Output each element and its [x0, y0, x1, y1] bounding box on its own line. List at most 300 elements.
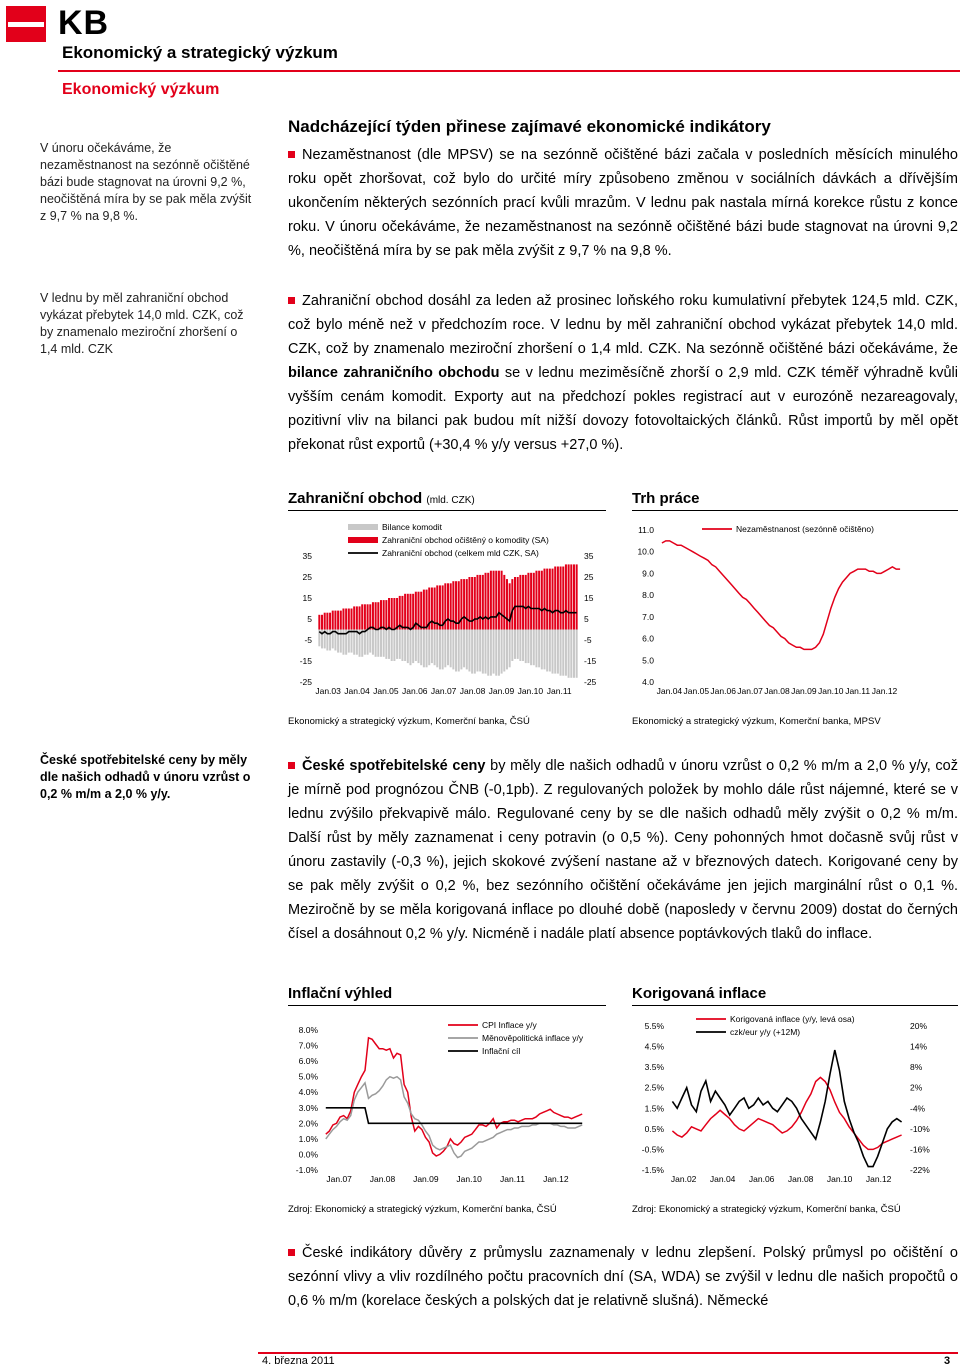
y-tick-label: 7.0 [642, 611, 654, 622]
bar-trade-ex-commodities [324, 613, 326, 630]
bar-trade-ex-commodities [576, 564, 578, 629]
y-tick-label: 4.0% [298, 1087, 318, 1098]
bar-commodities [463, 630, 465, 668]
bar-trade-ex-commodities [351, 609, 353, 630]
bar-commodities [455, 630, 457, 672]
chart-labour [632, 514, 958, 704]
y-tick-label: 3.5% [644, 1062, 664, 1073]
chart-trade [288, 514, 606, 704]
bar-commodities [361, 630, 363, 657]
bar-commodities [356, 630, 358, 655]
bar-trade-ex-commodities [396, 598, 398, 630]
legend-label: Zahraniční obchod očištěný o komodity (SA) [382, 535, 549, 545]
bar-trade-ex-commodities [356, 606, 358, 629]
x-tick-label: Jan.09 [488, 686, 515, 696]
bar-commodities [444, 630, 446, 668]
kb-logo-bar [8, 22, 44, 27]
bar-trade-ex-commodities [375, 602, 377, 629]
bar-trade-ex-commodities [501, 571, 503, 630]
y-tick-label: 5.0% [298, 1071, 318, 1082]
y-tick-label: 25 [302, 572, 312, 582]
bar-commodities [487, 630, 489, 676]
bar-trade-ex-commodities [538, 571, 540, 630]
bar-commodities [527, 630, 529, 664]
bar-trade-ex-commodities [463, 579, 465, 629]
sidebar-note-trade: V lednu by měl zahraniční obchod vykázat přebytek 14,0 mld. CZK, což by znamenalo meziroční zhoršení o 1,4 mld. CZK [40, 291, 244, 356]
bullet-icon [288, 297, 295, 304]
y-tick-label: -1.5% [641, 1165, 664, 1175]
bar-commodities [442, 630, 444, 670]
bar-trade-ex-commodities [503, 575, 505, 630]
legend-label: CPI Inflace y/y [482, 1020, 537, 1030]
bar-commodities [369, 630, 371, 653]
x-tick-label: Jan.03 [315, 686, 341, 696]
x-tick-label: Jan.08 [787, 1174, 814, 1184]
bar-commodities [560, 630, 562, 676]
bar-trade-ex-commodities [385, 600, 387, 629]
y-tick-label: 11.0 [638, 525, 654, 535]
chart-trade-rule [288, 510, 606, 511]
chart-inflation-title: Inflační výhled [288, 985, 393, 1002]
bar-commodities [377, 630, 379, 657]
footer-date: 4. března 2011 [262, 1355, 335, 1367]
bar-commodities [393, 630, 395, 662]
x-tick-label: Jan.06 [710, 686, 736, 696]
bar-trade-ex-commodities [345, 609, 347, 630]
y-tick-label: -15 [299, 656, 312, 666]
bar-commodities [549, 630, 551, 672]
x-tick-label: Jan.09 [791, 686, 817, 696]
bar-trade-ex-commodities [321, 615, 323, 630]
bar-trade-ex-commodities [557, 567, 559, 630]
series-line [326, 1038, 582, 1156]
lead-unemployment: Nezaměstnanost [302, 147, 411, 163]
bar-trade-ex-commodities [348, 609, 350, 630]
y-tick-label: 5.5% [644, 1021, 664, 1031]
bar-commodities [415, 630, 417, 662]
paragraph-trade [288, 289, 958, 457]
bar-commodities [372, 630, 374, 655]
legend-label: Měnověpolitická inflace y/y [482, 1033, 584, 1043]
bar-commodities [426, 630, 428, 668]
bar-trade-ex-commodities [423, 590, 425, 630]
bar-commodities [530, 630, 532, 666]
bar-trade-ex-commodities [420, 592, 422, 630]
bar-trade-ex-commodities [533, 573, 535, 630]
bar-commodities [380, 630, 382, 657]
bar-commodities [557, 630, 559, 674]
bar-trade-ex-commodities [511, 579, 513, 629]
bar-trade-ex-commodities [482, 575, 484, 630]
bar-commodities [409, 630, 411, 666]
bar-trade-ex-commodities [485, 573, 487, 630]
x-tick-label: Jan.05 [373, 686, 399, 696]
y-tick-label: 0.0% [298, 1149, 318, 1160]
bar-trade-ex-commodities [476, 575, 478, 630]
y2-tick-label: 15 [584, 593, 594, 603]
chart-core-source: Zdroj: Ekonomický a strategický výzkum, Komerční banka, ČSÚ [632, 1204, 901, 1215]
bar-commodities [364, 630, 366, 655]
legend-swatch [348, 524, 378, 530]
bar-trade-ex-commodities [364, 604, 366, 629]
x-tick-label: Jan.10 [517, 686, 544, 696]
bar-commodities [573, 630, 575, 678]
bar-trade-ex-commodities [498, 571, 500, 630]
paragraph-industry [288, 1241, 958, 1313]
bar-commodities [482, 630, 484, 674]
x-tick-label: Jan.04 [344, 686, 370, 696]
bar-trade-ex-commodities [409, 594, 411, 630]
legend-label: Nezaměstnanost (sezónně očištěno) [736, 524, 874, 534]
series-line [326, 1077, 582, 1158]
bullet-icon [288, 151, 295, 158]
chart-inflation-rule [288, 1005, 606, 1006]
bar-commodities [535, 630, 537, 668]
y-tick-label: 4.0 [642, 677, 654, 687]
y2-tick-label: -16% [910, 1144, 930, 1155]
y-tick-label: -25 [299, 677, 312, 687]
bar-commodities [385, 630, 387, 659]
bar-trade-ex-commodities [565, 564, 567, 629]
bar-trade-ex-commodities [509, 583, 511, 629]
bar-commodities [525, 630, 527, 664]
bar-trade-ex-commodities [573, 564, 575, 629]
chart-core-rule [632, 1005, 958, 1006]
bar-commodities [388, 630, 390, 659]
bar-commodities [474, 630, 476, 674]
text-trade-b: se v lednu meziměsíčně zhorší o 2,9 mld. CZK téměř výhradně kvůli vyšším cenám komodit. Exporty aut na předchozí pokles registrací aut v eurozóně nezareagovaly, pozitivní vliv na bilanci pak budou mít nižší dovozy fotovoltaických článků. Růst importů by měl opět překonat růst exportů (+30,4 % y/y versus +27,0 %). [288, 365, 958, 453]
bar-trade-ex-commodities [495, 571, 497, 630]
sidebar-note-prices: České spotřebitelské ceny by měly dle našich odhadů v únoru vzrůst o 0,2 % m/m a 2,0 % y/y. [40, 753, 251, 801]
bar-commodities [493, 630, 495, 674]
chart-labour-title: Trh práce [632, 490, 700, 507]
y-tick-label: 8.0 [642, 590, 654, 601]
lead-prices: České spotřebitelské ceny [302, 758, 486, 774]
y2-tick-label: 2% [910, 1082, 923, 1093]
bar-trade-ex-commodities [383, 600, 385, 629]
bar-trade-ex-commodities [332, 611, 334, 630]
bar-trade-ex-commodities [326, 613, 328, 630]
bar-commodities [420, 630, 422, 666]
paragraph-prices [288, 754, 958, 946]
chart-trade-source: Ekonomický a strategický výzkum, Komerční banka, ČSÚ [288, 716, 530, 727]
kb-logo-text: KB [58, 4, 110, 42]
series-line [326, 1108, 582, 1124]
legend-label: Zahraniční obchod (celkem mld CZK, SA) [382, 548, 539, 558]
x-tick-label: Jan.05 [683, 686, 710, 696]
y-tick-label: 1.0% [298, 1133, 318, 1144]
bar-commodities [509, 630, 511, 668]
bar-commodities [431, 630, 433, 664]
bar-commodities [543, 630, 545, 670]
y2-tick-label: -22% [910, 1165, 930, 1175]
text-trade-a: Zahraniční obchod dosáhl za leden až prosinec loňského roku kumulativní přebytek 124,5 mld. CZK, což bylo méně než v předchozím roce. V lednu by měl zahraniční obchod vykázat přebytek 14,0 mld. CZK, což by znamenalo meziroční zhoršení o 1,4 mld. CZK. Na sezónně očištěné bázi očekáváme, že [288, 293, 958, 357]
y-tick-label: -0.5% [641, 1144, 664, 1155]
bar-commodities [538, 630, 540, 668]
bar-commodities [434, 630, 436, 666]
y2-tick-label: -15 [584, 656, 597, 666]
x-tick-label: Jan.06 [402, 686, 428, 696]
bar-commodities [506, 630, 508, 670]
x-tick-label: Jan.10 [456, 1174, 482, 1184]
bar-trade-ex-commodities [412, 594, 414, 630]
bar-trade-ex-commodities [361, 604, 363, 629]
bar-commodities [522, 630, 524, 662]
bar-trade-ex-commodities [340, 611, 342, 630]
bar-trade-ex-commodities [541, 571, 543, 630]
y2-tick-label: -5 [584, 635, 592, 645]
bar-trade-ex-commodities [549, 569, 551, 630]
bar-commodities [450, 630, 452, 668]
bar-commodities [514, 630, 516, 659]
bar-trade-ex-commodities [493, 571, 495, 630]
legend-swatch [348, 537, 378, 543]
bar-commodities [466, 630, 468, 670]
bar-commodities [495, 630, 497, 676]
bar-trade-ex-commodities [530, 573, 532, 630]
x-tick-label: Jan.11 [845, 686, 871, 696]
bar-trade-ex-commodities [334, 611, 336, 630]
y-tick-label: 10.0 [637, 546, 654, 557]
bar-commodities [460, 630, 462, 670]
bar-commodities [412, 630, 414, 664]
bar-commodities [490, 630, 492, 676]
bar-trade-ex-commodities [318, 615, 320, 630]
bar-commodities [570, 630, 572, 678]
bar-commodities [383, 630, 385, 657]
bar-trade-ex-commodities [517, 577, 519, 630]
y-tick-label: 6.0 [642, 633, 654, 644]
chart-trade-unit: (mld. CZK) [426, 495, 475, 506]
y2-tick-label: -4% [910, 1103, 926, 1114]
bar-commodities [458, 630, 460, 672]
bar-commodities [375, 630, 377, 657]
y-tick-label: 9.0 [642, 568, 654, 579]
bar-commodities [391, 630, 393, 662]
bar-commodities [517, 630, 519, 659]
bar-commodities [404, 630, 406, 662]
y-tick-label: 4.5% [644, 1041, 664, 1052]
y-tick-label: 3.0% [298, 1102, 318, 1113]
paragraph-unemployment [288, 143, 958, 263]
footer-divider [258, 1352, 958, 1354]
department-title: Ekonomický a strategický výzkum [62, 43, 338, 62]
bar-trade-ex-commodities [401, 596, 403, 630]
bar-trade-ex-commodities [426, 590, 428, 630]
bar-trade-ex-commodities [514, 577, 516, 630]
x-tick-label: Jan.12 [871, 686, 898, 696]
bar-trade-ex-commodities [535, 571, 537, 630]
x-tick-label: Jan.07 [737, 686, 763, 696]
bar-commodities [447, 630, 449, 666]
bar-commodities [501, 630, 503, 674]
legend-label: Inflační cíl [482, 1046, 521, 1056]
y-tick-label: 5 [307, 614, 312, 624]
x-tick-label: Jan.09 [413, 1174, 439, 1184]
bar-commodities [541, 630, 543, 670]
header-divider [58, 70, 960, 72]
y-tick-label: 5.0 [642, 655, 654, 666]
bar-commodities [396, 630, 398, 659]
y-tick-label: 6.0% [298, 1056, 318, 1067]
x-tick-label: Jan.12 [865, 1174, 892, 1184]
bar-commodities [407, 630, 409, 664]
bar-trade-ex-commodities [487, 573, 489, 630]
bar-commodities [471, 630, 473, 674]
y2-tick-label: 5 [584, 614, 589, 624]
y-tick-label: 15 [302, 593, 312, 603]
chart-labour-source: Ekonomický a strategický výzkum, Komerční banka, MPSV [632, 716, 881, 727]
bar-trade-ex-commodities [552, 569, 554, 630]
x-tick-label: Jan.04 [656, 686, 683, 696]
bar-trade-ex-commodities [460, 579, 462, 629]
y-tick-label: 8.0% [298, 1025, 318, 1035]
bullet-icon [288, 762, 295, 769]
chart-inflation [288, 1008, 606, 1198]
bar-commodities [546, 630, 548, 672]
bar-trade-ex-commodities [466, 579, 468, 629]
x-tick-label: Jan.04 [709, 1174, 736, 1184]
bar-trade-ex-commodities [527, 573, 529, 630]
legend-label: Korigovaná inflace (y/y, levá osa) [730, 1014, 855, 1024]
bar-trade-ex-commodities [525, 575, 527, 630]
bar-trade-ex-commodities [431, 588, 433, 630]
bar-trade-ex-commodities [367, 604, 369, 629]
bar-trade-ex-commodities [447, 583, 449, 629]
bar-commodities [533, 630, 535, 666]
bar-trade-ex-commodities [474, 577, 476, 630]
bar-trade-ex-commodities [450, 583, 452, 629]
bar-commodities [519, 630, 521, 662]
legend-label: czk/eur y/y (+12M) [730, 1027, 801, 1037]
text-prices: by měly dle našich odhadů v únoru vzrůst o 0,2 % m/m a 2,0 % y/y, což je mírně pod prognózou ČNB (-0,1pb). Z regulovaných položek by mohlo dále růst nájemné, které se v lednu zvýšilo překvapivě málo. Regulované ceny by se dle našich odhadů měly zvýšit o 0,2 % m/m. Další růst by měly zaznamenat i ceny potravin (o 0,5 %). Ceny pohonných hmot dočasně svůj růst v únoru zastavily (-0,3 %), jejich skokové zvýšení nastane až v březnových datech. Korigované ceny by se pak měly zvýšit o 0,2 %, bez sezónního očištění očekáváme jen jejich marginální růst o 0,1 %. Meziročně by se měla korigovaná inflace po dlouhé době (naposledy v červnu 2009) dostat do černých čísel a dosáhnout 0,2 % y/y. Nicméně i nadále platí absence poptávkových tlaků do inflace. [288, 758, 958, 942]
y2-tick-label: 25 [584, 572, 594, 582]
y-tick-label: 2.0% [298, 1118, 318, 1129]
x-tick-label: Jan.08 [764, 686, 790, 696]
y2-tick-label: 35 [584, 551, 594, 561]
bar-trade-ex-commodities [353, 606, 355, 629]
chart-core [632, 1008, 958, 1198]
bar-commodities [367, 630, 369, 655]
bar-commodities [552, 630, 554, 674]
bar-trade-ex-commodities [342, 609, 344, 630]
bar-trade-ex-commodities [359, 606, 361, 629]
main-title: Nadcházející týden přinese zajímavé ekonomické indikátory [288, 117, 771, 136]
bar-commodities [479, 630, 481, 672]
x-tick-label: Jan.11 [500, 1174, 525, 1184]
x-tick-label: Jan.12 [543, 1174, 569, 1184]
bar-trade-ex-commodities [568, 564, 570, 629]
bar-trade-ex-commodities [519, 575, 521, 630]
x-tick-label: Jan.07 [430, 686, 457, 696]
page-number: 3 [944, 1355, 951, 1367]
bar-trade-ex-commodities [372, 602, 374, 629]
sidebar-note-unemployment: V únoru očekáváme, že nezaměstnanost na sezónně očištěné bázi bude stagnovat na úrovni 9,2 %, neočištěná míra by se pak měla zvýšit z 9,7 % na 9,8 %. [40, 141, 252, 223]
bar-commodities [576, 630, 578, 678]
y-tick-label: 1.5% [644, 1103, 664, 1114]
bar-trade-ex-commodities [393, 598, 395, 630]
y2-tick-label: 8% [910, 1062, 923, 1073]
y2-tick-label: -25 [584, 677, 597, 687]
bar-trade-ex-commodities [380, 600, 382, 629]
section-title: Ekonomický výzkum [62, 81, 220, 98]
y2-tick-label: 20% [910, 1021, 928, 1031]
bar-trade-ex-commodities [337, 611, 339, 630]
x-tick-label: Jan.11 [546, 686, 572, 696]
bar-commodities [554, 630, 556, 674]
x-tick-label: Jan.07 [326, 1174, 352, 1184]
y-tick-label: 35 [302, 551, 312, 561]
bar-trade-ex-commodities [506, 579, 508, 629]
bar-commodities [423, 630, 425, 668]
bar-trade-ex-commodities [479, 575, 481, 630]
bar-commodities [439, 630, 441, 670]
bar-commodities [351, 630, 353, 653]
chart-core-title: Korigovaná inflace [632, 985, 767, 1002]
bar-commodities [511, 630, 513, 662]
bar-trade-ex-commodities [391, 598, 393, 630]
chart-labour-rule [632, 510, 958, 511]
bar-commodities [568, 630, 570, 678]
x-tick-label: Jan.10 [817, 686, 844, 696]
bar-trade-ex-commodities [329, 613, 331, 630]
bar-commodities [468, 630, 470, 672]
y2-tick-label: 14% [910, 1041, 928, 1052]
chart-trade-title: Zahraniční obchod (mld. CZK) [288, 490, 475, 507]
bar-trade-ex-commodities [562, 567, 564, 630]
y-tick-label: -1.0% [295, 1165, 318, 1175]
text-unemployment: (dle MPSV) se na sezónně očištěné bázi začala v posledních měsících minulého roku opět zhoršovat, což bylo do určité míry způsobeno změnou v sociálních dávkách a dřívějším ukončením některých sezónních prací kvůli mrazům. V lednu pak nastala mírná korekce růstu z konce roku. V únoru očekáváme, že nezaměstnanost na sezónně očištěné bázi bude stagnovat na úrovni 9,2 %, neočištěná míra by se pak měla zvýšit z 9,7 % na 9,8 %. [288, 147, 958, 259]
bar-commodities [353, 630, 355, 655]
bar-trade-ex-commodities [377, 602, 379, 629]
bar-commodities [399, 630, 401, 659]
bar-trade-ex-commodities [404, 594, 406, 630]
bold-trade-balance: bilance zahraničního obchodu [288, 365, 500, 381]
bar-trade-ex-commodities [543, 569, 545, 630]
x-tick-label: Jan.06 [748, 1174, 775, 1184]
y-tick-label: 7.0% [298, 1040, 318, 1051]
bar-commodities [485, 630, 487, 674]
bar-commodities [428, 630, 430, 666]
bar-trade-ex-commodities [560, 567, 562, 630]
bar-commodities [436, 630, 438, 668]
x-tick-label: Jan.10 [826, 1174, 853, 1184]
y-tick-label: 0.5% [644, 1123, 664, 1134]
chart-inflation-source: Zdroj: Ekonomický a strategický výzkum, Komerční banka, ČSÚ [288, 1204, 557, 1215]
bar-commodities [498, 630, 500, 676]
y2-tick-label: -10% [910, 1123, 930, 1134]
bar-trade-ex-commodities [490, 571, 492, 630]
bar-commodities [401, 630, 403, 662]
bar-commodities [418, 630, 420, 664]
y-tick-label: -5 [304, 635, 312, 645]
bullet-icon [288, 1249, 295, 1256]
bar-commodities [476, 630, 478, 672]
text-industry: České indikátory důvěry z průmyslu zaznamenaly v lednu zlepšení. Polský průmysl po očištění o sezónní vlivy a vliv rozdílného počtu pracovních dní (SA, WDA) se zvýšil v lednu dle našich propočtů o 0,6 % m/m (korelace českých a polských dat je relativně slušná). Německé [288, 1245, 958, 1309]
bar-trade-ex-commodities [388, 598, 390, 630]
bar-trade-ex-commodities [546, 569, 548, 630]
bar-trade-ex-commodities [369, 604, 371, 629]
bar-trade-ex-commodities [554, 567, 556, 630]
bar-commodities [452, 630, 454, 670]
series-line [662, 541, 900, 650]
bar-trade-ex-commodities [522, 575, 524, 630]
bar-trade-ex-commodities [570, 564, 572, 629]
y-tick-label: 2.5% [644, 1082, 664, 1093]
bar-commodities [562, 630, 564, 676]
legend-label: Bilance komodit [382, 522, 443, 532]
x-tick-label: Jan.02 [670, 1174, 697, 1184]
